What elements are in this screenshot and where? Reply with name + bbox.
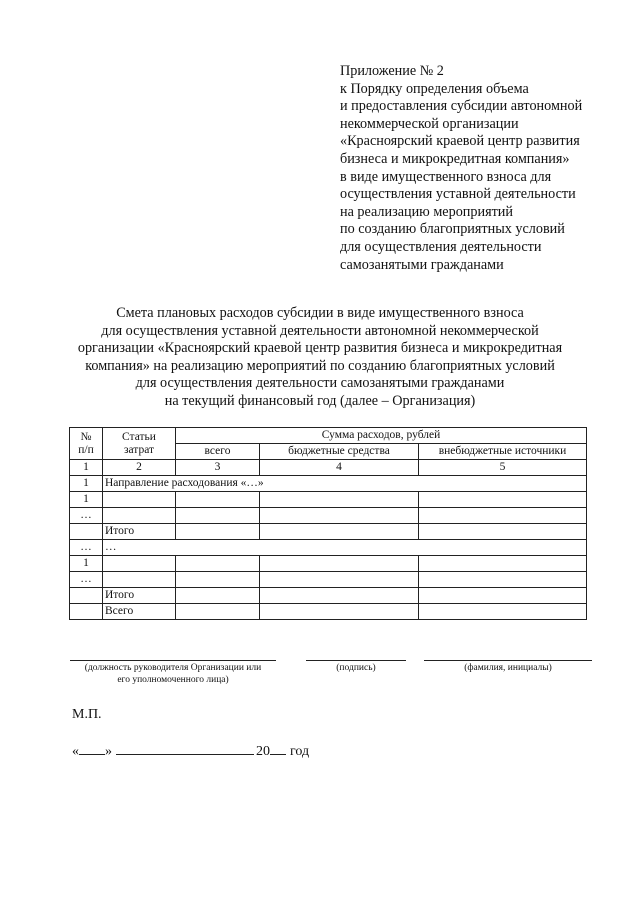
month-field[interactable] bbox=[116, 741, 254, 755]
table-row bbox=[70, 476, 587, 492]
table-row bbox=[70, 556, 587, 572]
day-field[interactable] bbox=[79, 741, 105, 755]
row-num: 1 bbox=[70, 556, 103, 572]
title-line: компания» на реализацию мероприятий по созданию благоприятных условий bbox=[85, 357, 555, 374]
cell bbox=[103, 508, 176, 524]
cell bbox=[103, 556, 176, 572]
cell bbox=[260, 524, 419, 540]
header-articles2: затрат bbox=[123, 443, 155, 456]
col-number: 2 bbox=[103, 460, 176, 476]
appendix-line: «Красноярский краевой центр развития bbox=[340, 133, 580, 150]
appendix-line: на реализацию мероприятий bbox=[340, 203, 513, 220]
cell bbox=[176, 604, 260, 620]
cell bbox=[176, 492, 260, 508]
cell bbox=[419, 492, 587, 508]
signature-caption: (подпись) bbox=[336, 663, 376, 673]
name-caption: (фамилия, инициалы) bbox=[464, 663, 552, 673]
appendix-line: самозанятыми гражданами bbox=[340, 256, 504, 273]
signature-line bbox=[306, 660, 406, 661]
cell bbox=[176, 556, 260, 572]
cell bbox=[176, 508, 260, 524]
cell bbox=[176, 588, 260, 604]
cell bbox=[419, 524, 587, 540]
appendix-line: в виде имущественного взноса для bbox=[340, 168, 552, 185]
cell bbox=[419, 604, 587, 620]
col-number: 5 bbox=[419, 460, 587, 476]
title-line: на текущий финансовый год (далее – Организация) bbox=[164, 392, 476, 409]
cell bbox=[176, 524, 260, 540]
cell bbox=[260, 492, 419, 508]
name-line bbox=[424, 660, 592, 661]
row-num: … bbox=[70, 572, 103, 588]
row-num: … bbox=[70, 540, 103, 556]
table-row bbox=[70, 588, 587, 604]
position-caption bbox=[60, 662, 286, 686]
cell bbox=[103, 572, 176, 588]
date-line bbox=[72, 741, 309, 760]
header-num-cell bbox=[70, 428, 103, 460]
ellipsis-cell: … bbox=[103, 540, 587, 556]
appendix-line: Приложение № 2 bbox=[340, 63, 444, 79]
table-row bbox=[70, 508, 587, 524]
table-row bbox=[70, 604, 587, 620]
appendix-line: бизнеса и микрокредитная компания» bbox=[340, 150, 570, 167]
header-total: всего bbox=[176, 444, 260, 460]
date-open-quote: « bbox=[72, 744, 79, 759]
header-extra: внебюджетные источники bbox=[419, 444, 587, 460]
table-header-row bbox=[70, 428, 587, 444]
table-row bbox=[70, 572, 587, 588]
year-suffix: год bbox=[290, 744, 310, 759]
cell bbox=[260, 556, 419, 572]
header-sum: Сумма расходов, рублей bbox=[176, 428, 587, 444]
cell bbox=[260, 588, 419, 604]
position-line bbox=[70, 660, 276, 661]
title-line: Смета плановых расходов субсидии в виде имущественного взноса bbox=[116, 305, 524, 321]
row-num: 1 bbox=[70, 476, 103, 492]
appendix-block bbox=[340, 63, 630, 274]
title-line: организации «Красноярский краевой центр развития бизнеса и микрокредитная bbox=[77, 340, 563, 357]
position-caption-line: его уполномоченного лица) bbox=[117, 675, 229, 685]
appendix-line: для осуществления деятельности bbox=[340, 238, 542, 255]
appendix-line: по созданию благоприятных условий bbox=[340, 221, 565, 238]
header-articles: Статьи bbox=[122, 430, 156, 443]
stamp-placeholder: М.П. bbox=[72, 707, 102, 722]
appendix-line: и предоставления субсидии автономной bbox=[340, 98, 583, 115]
document-title bbox=[40, 305, 600, 411]
title-line: для осуществления деятельности самозанятыми гражданами bbox=[135, 375, 505, 392]
cell bbox=[70, 588, 103, 604]
appendix-line: осуществления уставной деятельности bbox=[340, 186, 576, 203]
cell bbox=[260, 604, 419, 620]
estimate-table bbox=[69, 427, 587, 620]
year-prefix: 20 bbox=[256, 744, 270, 759]
table-row bbox=[70, 540, 587, 556]
header-num: № bbox=[80, 430, 92, 443]
cell bbox=[70, 524, 103, 540]
position-caption-line: (должность руководителя Организации или bbox=[84, 663, 262, 673]
date-close-quote: » bbox=[105, 744, 112, 759]
cell bbox=[103, 492, 176, 508]
appendix-line: некоммерческой организации bbox=[340, 115, 519, 132]
col-number: 1 bbox=[70, 460, 103, 476]
header-num2: п/п bbox=[78, 443, 94, 456]
direction-cell: Направление расходования «…» bbox=[103, 476, 587, 492]
cell bbox=[176, 572, 260, 588]
cell bbox=[419, 588, 587, 604]
subtotal-label: Итого bbox=[103, 588, 176, 604]
table-row bbox=[70, 524, 587, 540]
cell bbox=[419, 572, 587, 588]
col-number: 4 bbox=[260, 460, 419, 476]
subtotal-label: Итого bbox=[103, 524, 176, 540]
col-number: 3 bbox=[176, 460, 260, 476]
appendix-line: к Порядку определения объема bbox=[340, 80, 529, 97]
cell bbox=[260, 508, 419, 524]
title-line: для осуществления уставной деятельности автономной некоммерческой bbox=[101, 322, 539, 339]
cell bbox=[419, 556, 587, 572]
cell bbox=[419, 508, 587, 524]
header-articles-cell bbox=[103, 428, 176, 460]
cell bbox=[70, 604, 103, 620]
column-number-row bbox=[70, 460, 587, 476]
row-num: … bbox=[70, 508, 103, 524]
table-row bbox=[70, 492, 587, 508]
header-budget: бюджетные средства bbox=[260, 444, 419, 460]
year-field[interactable] bbox=[270, 741, 286, 755]
total-label: Всего bbox=[103, 604, 176, 620]
row-num: 1 bbox=[70, 492, 103, 508]
cell bbox=[260, 572, 419, 588]
